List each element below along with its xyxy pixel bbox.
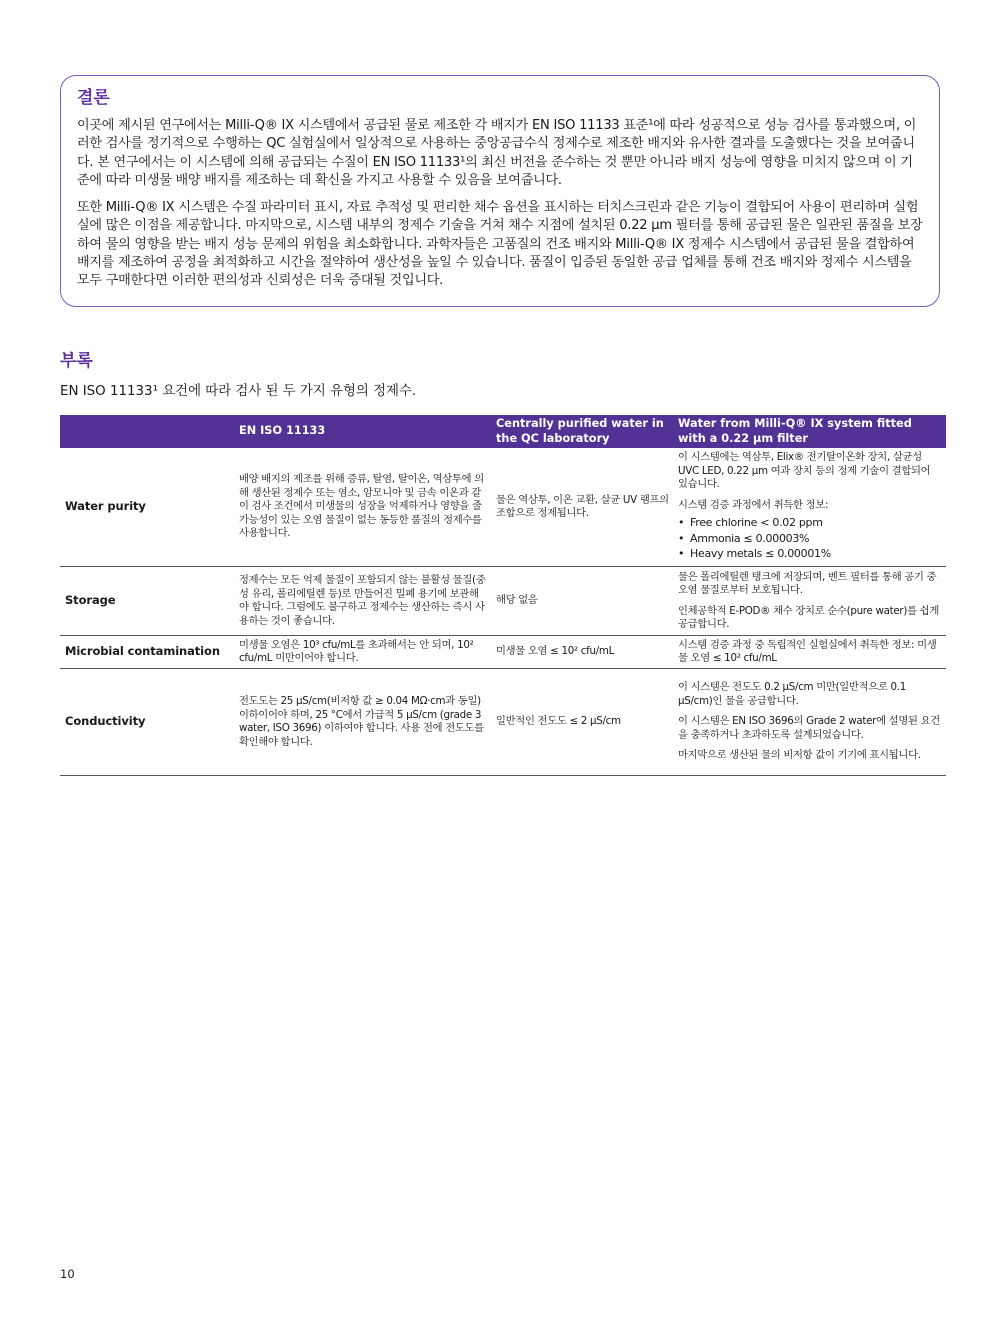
cell-text: 이 시스템은 전도도 0.2 µS/cm 미만(일반적으로 0.1 µS/cm)인 물을 공급합니다.: [678, 681, 906, 707]
water-spec-table: [60, 415, 946, 776]
bullet-list: [678, 516, 942, 561]
conclusion-paragraph: 이곳에 제시된 연구에서는 Milli-Q® IX 시스템에서 공급된 물로 제조한 각 배지가 EN ISO 11133 표준¹에 따라 성공적으로 성능 검사를 통과했으며, 이러한 검사를 정기적으로 수행하는 QC 실험실에서 일상적으로 사용하는 중앙공급수식 정제수로 제조한 배지와 유사한 결과를 도출했다는 것을 보여줍니다. 본 연구에서는 이 시스템에 의해 공급되는 수질이 EN ISO 11133¹의 최신 버전을 준수하는 것 뿐만 아니라 배지 성능에 영향을 미치지 않으며 이 기준에 따라 미생물 배양 배지를 제조하는 데 확신을 가지고 사용할 수 있음을 보여줍니다.: [77, 118, 917, 188]
cell-text: 이 시스템은 EN ISO 3696의 Grade 2 water에 설명된 요건을 충족하거나 초과하도록 설계되었습니다.: [678, 715, 940, 741]
cell-en-iso: 전도도는 25 µS/cm(비저항 값 ≥ 0.04 MΩ·cm과 동일) 이하이어야 하며, 25 °C에서 가급적 5 µS/cm (grade 3 water, ISO 3696) 이하여야 합니다. 사용 전에 전도도를 확인해야 합니다.: [234, 669, 491, 776]
table-row-water-purity: [60, 448, 946, 567]
list-item: • Ammonia ≤ 0.00003%: [678, 532, 942, 546]
cell-text: 물은 폴리에틸렌 탱크에 저장되며, 벤트 필터를 통해 공기 중 오염 물질로부터 보호됩니다.: [678, 570, 937, 596]
cell-milliq: [673, 636, 946, 669]
header-central-water: Centrally purified water in the QC laboratory: [491, 415, 673, 448]
list-item: • Free chlorine < 0.02 ppm: [678, 516, 942, 530]
cell-milliq: [673, 567, 946, 636]
cell-text: 이 시스템에는 역삼투, Elix® 전기탈이온화 장치, 살균성 UVC LED, 0.22 µm 여과 장치 등의 정제 기술이 결합되어 있습니다.: [678, 451, 931, 491]
header-en-iso: EN ISO 11133: [234, 415, 491, 448]
header-blank: [60, 415, 234, 448]
appendix-title: 부록: [60, 351, 93, 371]
cell-milliq: [673, 669, 946, 776]
table-row-storage: [60, 567, 946, 636]
cell-text: 마지막으로 생산된 물의 비저항 값이 기기에 표시됩니다.: [678, 749, 921, 762]
page-number: 10: [60, 1267, 75, 1281]
conclusion-box: [60, 75, 940, 307]
cell-en-iso: 정제수는 모든 억제 물질이 포함되지 않는 불활성 물질(중성 유리, 폴리에틸렌 등)로 만들어진 밀폐 용기에 보관해야 합니다. 그럼에도 불구하고 정제수는 생산하는 즉시 사용하는 것이 좋습니다.: [234, 567, 491, 636]
cell-central: 물은 역삼투, 이온 교환, 살균 UV 램프의 조합으로 정제됩니다.: [491, 448, 673, 567]
cell-text: 시스템 검증 과정 중 독립적인 실험실에서 취득한 정보: 미생물 오염 ≤ 10² cfu/mL: [678, 638, 937, 664]
table-row-conductivity: [60, 669, 946, 776]
conclusion-title: 결론: [77, 88, 110, 108]
table-row-microbial: [60, 636, 946, 669]
cell-central: 미생물 오염 ≤ 10² cfu/mL: [491, 636, 673, 669]
cell-central: 해당 없음: [491, 567, 673, 636]
conclusion-paragraph: 또한 Milli-Q® IX 시스템은 수질 파라미터 표시, 자료 추적성 및 편리한 채수 옵션을 표시하는 터치스크린과 같은 기능이 결합되어 사용이 편리하며 실험실에 많은 이점을 제공합니다. 마지막으로, 시스템 내부의 정제수 기술을 거쳐 채수 지점에 설치된 0.22 µm 필터를 통해 공급된 물은 일관된 품질을 보장하여 물의 영향을 받는 배지 성능 문제의 위험을 최소화합니다. 과학자들은 고품질의 건조 배지와 Milli-Q® IX 정제수 시스템에서 공급된 물을 결합하여 배지를 제조하여 공정을 최적화하고 시간을 절약하여 생산성을 높일 수 있습니다. 품질이 입증된 동일한 공급 업체를 통해 건조 배지와 정제수 시스템을 모두 구매한다면 이러한 편의성과 신뢰성은 더욱 증대될 것입니다.: [77, 200, 923, 289]
list-item: • Heavy metals ≤ 0.00001%: [678, 547, 942, 561]
cell-text: 인체공학적 E-POD® 채수 장치로 순수(pure water)를 쉽게 공급합니다.: [678, 604, 939, 630]
header-milliq-water: Water from Milli-Q® IX system fitted with a 0.22 µm filter: [673, 415, 946, 448]
cell-milliq: [673, 448, 946, 567]
row-label: Conductivity: [60, 669, 234, 776]
cell-en-iso: 미생물 오염은 10³ cfu/mL를 초과해서는 안 되며, 10² cfu/mL 미만이어야 합니다.: [234, 636, 491, 669]
table-header-row: [60, 415, 946, 448]
appendix-subtitle: EN ISO 11133¹ 요건에 따라 검사 된 두 가지 유형의 정제수.: [60, 384, 417, 399]
row-label: Microbial contamination: [60, 636, 234, 669]
cell-central: 일반적인 전도도 ≤ 2 µS/cm: [491, 669, 673, 776]
row-label: Water purity: [60, 448, 234, 567]
cell-en-iso: 배양 배지의 제조를 위해 증류, 탈염, 탈이온, 역삼투에 의해 생산된 정제수 또는 염소, 암모니아 및 금속 이온과 같이 검사 조건에서 미생물의 성장을 억제하거나 영향을 줄 가능성이 있는 오염 물질이 없는 동등한 품질의 정제수를 사용합니다.: [234, 448, 491, 567]
cell-text: 시스템 검증 과정에서 취득한 정보:: [678, 498, 829, 511]
row-label: Storage: [60, 567, 234, 636]
